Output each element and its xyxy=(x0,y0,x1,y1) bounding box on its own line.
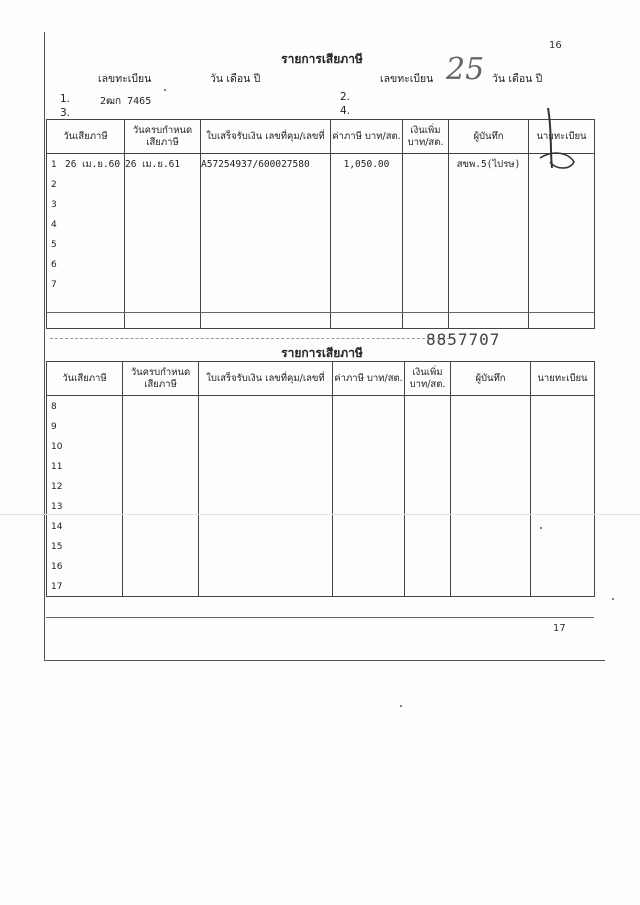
table-row xyxy=(47,174,595,194)
date-label-1: วัน เดือน ปี xyxy=(210,73,261,85)
reg-entry-1-value: 2ฒก 7465 xyxy=(100,96,152,107)
header-tax-date: วันเสียภาษี xyxy=(47,362,123,396)
reg-entry-1-num: 1. xyxy=(60,93,71,105)
header-tax: ค่าภาษี บาท/สต. xyxy=(333,362,405,396)
row-number: 2 xyxy=(51,179,57,190)
row-number: 13 xyxy=(51,501,63,512)
tax-table-1 xyxy=(46,119,595,329)
header-registrar: นายทะเบียน xyxy=(529,120,595,154)
table-row xyxy=(47,536,595,556)
table-row xyxy=(47,194,595,214)
row-number: 16 xyxy=(51,561,63,572)
table-row xyxy=(47,416,595,436)
top-section-title: รายการเสียภาษี xyxy=(281,52,363,66)
table-row xyxy=(47,154,595,175)
scan-speck xyxy=(400,705,402,707)
header-receipt: ใบเสร็จรับเงิน เลขที่คุม/เลขที่ xyxy=(201,120,331,154)
perforation-line xyxy=(50,338,450,339)
header-tax-date: วันเสียภาษี xyxy=(47,120,125,154)
table-row xyxy=(47,214,595,234)
scan-speck xyxy=(612,598,614,600)
table-row xyxy=(47,556,595,576)
row-number: 1 xyxy=(51,159,57,170)
row-number: 14 xyxy=(51,521,63,532)
row-number: 3 xyxy=(51,199,57,210)
row-number: 7 xyxy=(51,279,57,290)
table-row xyxy=(47,496,595,516)
table-row xyxy=(47,234,595,254)
header-recorder: ผู้บันทึก xyxy=(451,362,531,396)
scan-speck xyxy=(540,527,542,529)
tax-cell: 1,050.00 xyxy=(331,154,403,175)
reg-entry-3-num: 3. xyxy=(60,107,71,119)
row-number: 8 xyxy=(51,401,57,412)
table-row xyxy=(47,274,595,294)
separator-line xyxy=(46,312,594,313)
row-number: 10 xyxy=(51,441,63,452)
stamp-number: 8857707 xyxy=(426,330,501,349)
middle-section-title: รายการเสียภาษี xyxy=(281,346,363,360)
row-number: 6 xyxy=(51,259,57,270)
recorder-cell: สขพ.5(ไปรษ) xyxy=(449,154,529,175)
table-row xyxy=(47,396,595,417)
row-number: 12 xyxy=(51,481,63,492)
row-number: 9 xyxy=(51,421,57,432)
scan-speck xyxy=(164,89,166,91)
row-number: 17 xyxy=(51,581,63,592)
table-row xyxy=(47,476,595,496)
tax-date-cell: 26 เม.ย.60 xyxy=(65,158,121,170)
header-due-date: วันครบกำหนด เสียภาษี xyxy=(125,120,201,154)
signature-mark xyxy=(530,100,600,180)
table-row xyxy=(47,456,595,476)
header-receipt: ใบเสร็จรับเงิน เลขที่คุม/เลขที่ xyxy=(199,362,333,396)
table-row xyxy=(47,576,595,597)
separator-line xyxy=(46,617,594,618)
reg-entry-2-num: 2. xyxy=(340,91,351,103)
table-row xyxy=(47,436,595,456)
tax-table-2 xyxy=(46,361,595,597)
header-tax: ค่าภาษี บาท/สต. xyxy=(331,120,403,154)
table-row xyxy=(47,516,595,536)
date-label-2: วัน เดือน ปี xyxy=(492,73,543,85)
header-due-date: วันครบกำหนด เสียภาษี xyxy=(123,362,199,396)
reg-label-2: เลขทะเบียน xyxy=(380,73,434,85)
reg-label-1: เลขทะเบียน xyxy=(98,73,152,85)
header-surcharge: เงินเพิ่ม บาท/สต. xyxy=(405,362,451,396)
row-number: 15 xyxy=(51,541,63,552)
header-surcharge: เงินเพิ่ม บาท/สต. xyxy=(403,120,449,154)
page-number-top: 16 xyxy=(549,40,562,51)
row-number: 5 xyxy=(51,239,57,250)
row-number: 11 xyxy=(51,461,63,472)
header-registrar: นายทะเบียน xyxy=(531,362,595,396)
surcharge-cell xyxy=(403,154,449,175)
due-date-cell: 26 เม.ย.61 xyxy=(125,154,201,175)
table-row xyxy=(47,294,595,328)
header-recorder: ผู้บันทึก xyxy=(449,120,529,154)
row-number: 4 xyxy=(51,219,57,230)
page-number-bottom: 17 xyxy=(553,623,566,634)
reg-entry-4-num: 4. xyxy=(340,105,351,117)
receipt-cell: A57254937/600027580 xyxy=(201,154,331,175)
handwritten-date: 25 xyxy=(446,52,485,87)
scan-fold-line xyxy=(0,514,640,515)
table-row xyxy=(47,254,595,274)
